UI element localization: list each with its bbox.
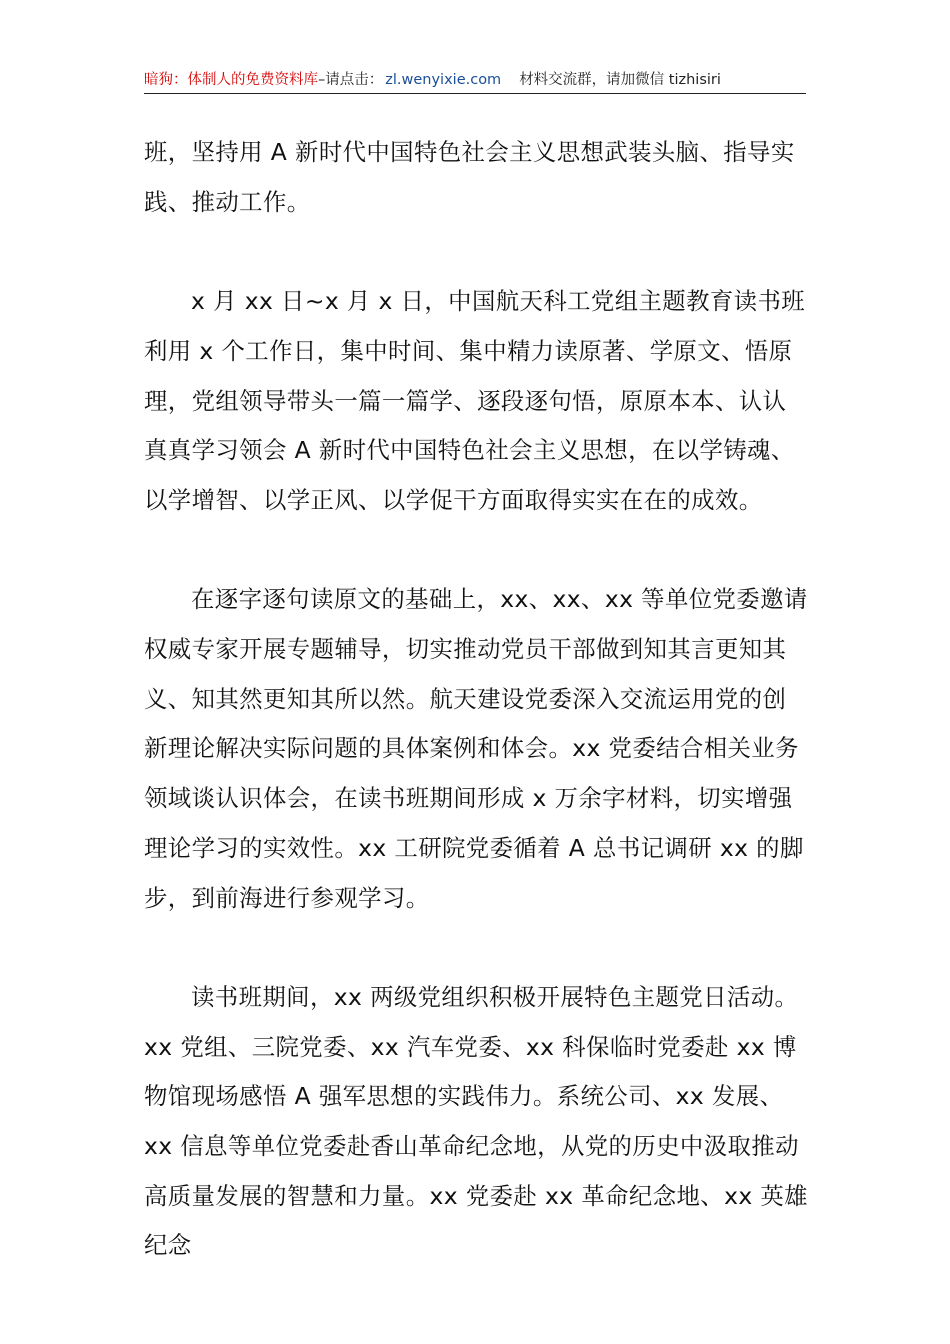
paragraph: 在逐字逐句读原文的基础上，xx、xx、xx 等单位党委邀请权威专家开展专题辅导，切实推动党员干部做到知其言更知其义、知其然更知其所以然。航天建设党委深入交流运用党的创新理论解决实际问题的具体案例和体会。xx 党委结合相关业务领域谈认识体会，在读书班期间形成 x 万余字材料，切实增强理论学习的实效性。xx 工研院党委循着 A 总书记调研 xx 的脚步，到前海进行参观学习。 xyxy=(144,585,808,912)
header-url-link[interactable]: zl.wenyixie.com xyxy=(385,72,502,88)
header-click-prompt: –请点击： xyxy=(318,72,384,88)
page-header xyxy=(144,66,806,94)
paragraph: 读书班期间，xx 两级党组织积极开展特色主题党日活动。xx 党组、三院党委、xx 汽车党委、xx 科保临时党委赴 xx 博物馆现场感悟 A 强军思想的实践伟力。系统公司、xx 发展、xx 信息等单位党委赴香山革命纪念地，从党的历史中汲取推动高质量发展的智慧和力量。xx 党委赴 xx 革命纪念地、xx 英雄纪念 xyxy=(144,982,808,1260)
document-body xyxy=(144,128,808,1271)
header-brand: 暗狗：体制人的免费资料库 xyxy=(144,72,318,88)
paragraph: x 月 xx 日~x 月 x 日，中国航天科工党组主题教育读书班利用 x 个工作日，集中时间、集中精力读原著、学原文、悟原理，党组领导带头一篇一篇学、逐段逐句悟，原原本本、认认真真学习领会 A 新时代中国特色社会主义思想，在以学铸魂、以学增智、以学正风、以学促干方面取得实实在在的成效。 xyxy=(144,287,806,514)
header-group-note: 材料交流群，请加微信 tizhisiri xyxy=(519,72,721,88)
paragraph-continuation: 班，坚持用 A 新时代中国特色社会主义思想武装头脑、指导实践、推动工作。 xyxy=(144,138,795,216)
